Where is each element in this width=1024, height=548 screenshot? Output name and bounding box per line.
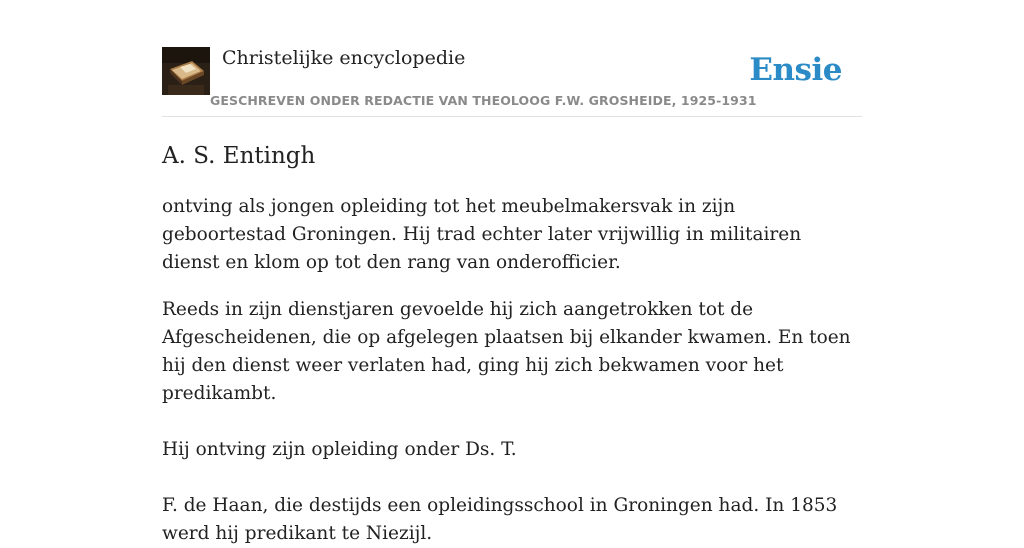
article-paragraph: F. de Haan, die destijds een opleidingsschool in Groningen had. In 1853 werd hij predikant te Niezijl.: [162, 495, 838, 544]
site-title[interactable]: Christelijke encyclopedie: [222, 47, 466, 69]
article-paragraph: Hij ontving zijn opleiding onder Ds. T.: [162, 439, 517, 460]
article-body: [162, 193, 862, 548]
site-subtitle: GESCHREVEN ONDER REDACTIE VAN THEOLOOG F.W. GROSHEIDE, 1925-1931: [210, 93, 757, 108]
article-paragraph: ontving als jongen opleiding tot het meubelmakersvak in zijn geboortestad Groningen. Hij trad echter later vrijwillig in militairen dienst en klom op tot den rang van onderofficier.: [162, 196, 802, 273]
article-title: A. S. Entingh: [162, 143, 316, 169]
brand-logo-link[interactable]: Ensie: [749, 52, 842, 88]
site-header: [162, 0, 862, 117]
article-paragraph: Reeds in zijn dienstjaren gevoelde hij zich aangetrokken tot de Afgescheidenen, die op afgelegen plaatsen bij elkander kwamen. En toen hij den dienst weer verlaten had, ging hij zich bekwamen voor het predikambt.: [162, 299, 851, 404]
site-logo[interactable]: [162, 47, 210, 95]
book-photo-icon: [162, 47, 210, 95]
page: [162, 0, 862, 548]
